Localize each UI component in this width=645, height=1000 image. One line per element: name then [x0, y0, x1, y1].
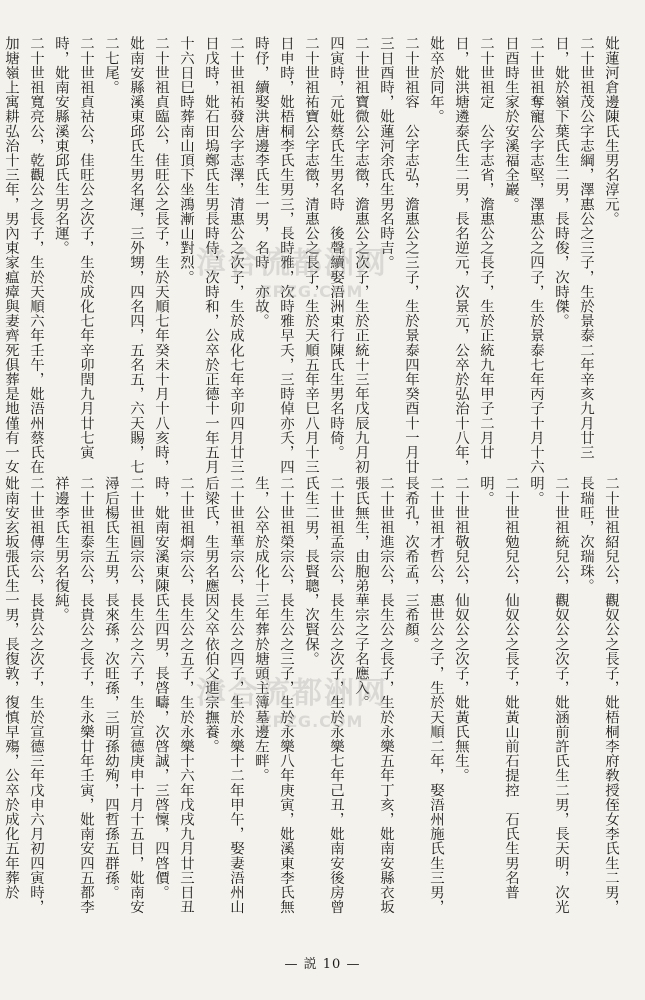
watermark-url: ZPZG.COM — [260, 712, 364, 731]
genealogy-upper-section — [3, 36, 623, 484]
genealogy-entry: 二十世祖奪寵公字志堅，澤惠公之四子，生於景泰七年丙子十月十六日酉時生家於安溪福全巖。 — [503, 36, 544, 474]
genealogy-entry: 二十世祖烱宗公，長生公之五子，生於永樂十六年戊戌九月廿三日丑時，妣南安溪東陳氏生四男，長啓疇，次啓誠，三啓懍，四啓價。 — [153, 476, 194, 914]
genealogy-entry: 二十世祖敬兒公，仙奴公之次子，妣黃氏無生。 — [453, 476, 469, 783]
genealogy-entry: 二十世祖貞祜公，佳旺公之次子，生於成化七年辛卯閏九月廿七寅時，妣南安縣溪東邱氏生男名運。 — [53, 36, 94, 460]
genealogy-entry: 二十世祖泰宗公，長貴公之長子，生永樂廿年壬寅，妣南安四五都李祥邊李氏生男名復純。 — [53, 476, 94, 914]
genealogy-entry: 二十世祖勉兒公，仙奴公之長子，妣黃山前石提控 石氏生男名普明。 — [478, 476, 519, 900]
genealogy-entry: 二十世祖孟宗公，長生公之次子，生於永樂七年己丑，妣南安後房曾氏生二男，長賢聰，次賢保。 — [303, 476, 344, 914]
genealogy-entry: 二十世祖茂公字志綱，澤惠公之三子，生於景泰二年辛亥九月廿三日，妣於嶺下葉氏生二男，長時俊，次時傑。 — [553, 36, 594, 460]
watermark-url: ZPZG.COM — [260, 282, 364, 301]
genealogy-entry: 二十世祖寬亮公，乾觀公之長子，生於天順六年壬午，妣浯州蔡氏在加塘嶺上寓耕弘治十三年，男內東家瘟瘴與妻齊死俱葬是地僅有一女 — [3, 36, 44, 474]
genealogy-entry: 二十世祖祐寶公字志徵，清惠公之長子，生於天順五年辛巳八月十三日申時，妣梧桐李氏生男三，長時雅，次時雅早夭，三時倬亦夭，四時伃，續娶洪唐邊李氏生一男，名時 亦故。 — [253, 36, 319, 474]
genealogy-entry: 二十世祖容 公字志弘，澹惠公之三子，生於景泰四年癸酉十一月廿三日酉時，妣蓮河余氏生男名時吉。 — [378, 36, 419, 474]
genealogy-entry: 二十世祖統兒公，觀奴公之次子，妣涵前許氏生二男，長天明，次光明。 — [528, 476, 569, 914]
watermark-text: 漳合流都洲网 — [196, 246, 388, 281]
genealogy-lower-section — [3, 476, 623, 929]
genealogy-entry: 二十世祖才哲公，惠世公之子，生於天順二年，娶浯州施氏生三男，長希孔，次希孟，三希顏。 — [403, 476, 444, 914]
genealogy-entry: 二十世祖進宗公，長生公之長子，生於永樂五年丁亥，妣南安縣衣坂張氏無生，由胞弟華宗之子名應入。 — [353, 476, 394, 914]
genealogy-entry: 二十世祖貞臨公，佳旺公之長子，生於天順七年癸未十月十八亥時，妣南安縣溪東邱氏生男名運，三外甥，四名四，五名五，六天賜，七二七尾。 — [103, 36, 169, 474]
genealogy-entry: 妣蓮河倉邊陳氏生男名淳元。 — [603, 36, 619, 226]
genealogy-entry: 二十世祖祐發公字志澤，清惠公之次子，生於成化七年辛卯四月廿三日戊時，妣石田塢鄭氏生男長時侍，次時和，公卒於正德十一年五月十六日巳時葬南山頂下坐鴻漸山對烈。 — [178, 36, 244, 474]
genealogy-entry: 二十世祖紹兒公，觀奴公之長子，妣梧桐李府敎授侄女李氏生二男，長瑞旺，次瑞珠。 — [578, 476, 619, 914]
genealogy-entry: 二十世祖傳宗公，長貴公之次子，生於宣德三年戊申六月初四寅時，妣南安玄坂張氏生一男，長復敦，復慎早殤，公卒於成化五年葬於 — [3, 476, 44, 914]
genealogy-entry: 二十世祖榮宗公，長生公之三子，生於永樂八年庚寅，妣溪東李氏無生，公卒於成化十三年葬於塘頭主簿墓邊左畔。 — [253, 476, 294, 914]
genealogy-entry: 二十世祖圓宗公，長生公之六子，生於宣德庚申十月十五日，妣南安 潯后楊氏生五男，長來孫，次旺孫，三明孫幼殉，四哲孫五群孫。 — [103, 476, 144, 929]
genealogy-entry: 二十世祖寶微公字志徵，澹惠公之次子，生於正統十三年戊辰九月初四寅時，元妣蔡氏生男名時 後聲續娶浯洲東行陳氏生男名時倚。 — [328, 36, 369, 474]
page-number: — 説 10 — — [284, 957, 361, 972]
genealogy-entry: 二十世祖華宗公，長生公之四子，生於永樂十二年甲午，娶妻浯州山后梁氏，生男名應因父卒依伯父進宗撫養。 — [203, 476, 244, 914]
genealogy-entry: 二十世祖定 公字志省，澹惠公之長子，生於正統九年甲子二月廿日，妣洪塘遴泰氏生二男，長名逆元，次景元，公卒於弘治十八年，妣卒於同年。 — [428, 36, 494, 474]
watermark-text: 漳合流都洲网 — [196, 676, 388, 711]
